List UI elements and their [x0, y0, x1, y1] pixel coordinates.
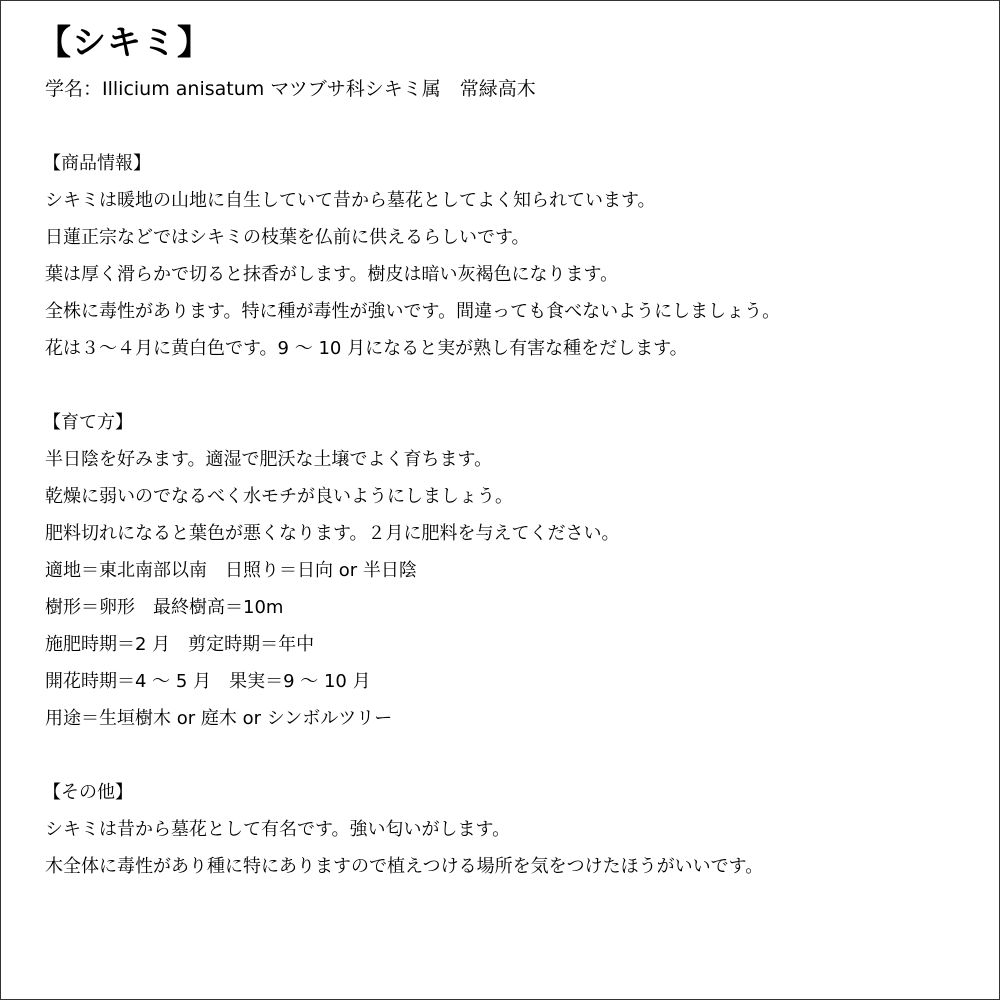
text-line: 日蓮正宗などではシキミの枝葉を仏前に供えるらしいです。 [45, 227, 530, 248]
section-how-to-grow [45, 404, 999, 737]
text-line: 木全体に毒性があり種に特にありますので植えつける場所を気をつけたほうがいいです。 [45, 856, 764, 877]
scientific-name-line: 学名：Illicium anisatum マツブサ科シキミ属 常緑高木 [45, 78, 536, 100]
text-line: 花は３～４月に黄白色です。9 ～ 10 月になると実が熟し有害な種をだします。 [45, 338, 688, 359]
text-line: 肥料切れになると葉色が悪くなります。２月に肥料を与えてください。 [45, 523, 620, 544]
text-line: シキミは昔から墓花として有名です。強い匂いがします。 [45, 819, 511, 840]
section-other [45, 774, 999, 885]
text-line: 施肥時期＝2 月 剪定時期＝年中 [45, 634, 315, 655]
text-line: シキミは暖地の山地に自生していて昔から墓花としてよく知られています。 [45, 190, 656, 211]
text-line: 樹形＝卵形 最終樹高＝10m [45, 597, 284, 618]
section-heading: 【その他】 [43, 782, 133, 803]
text-line: 乾燥に弱いのでなるべく水モチが良いようにしましょう。 [45, 486, 513, 507]
text-line: 用途＝生垣樹木 or 庭木 or シンボルツリー [45, 708, 393, 729]
text-line: 適地＝東北南部以南 日照り＝日向 or 半日陰 [45, 560, 417, 581]
text-line: 全株に毒性があります。特に種が毒性が強いです。間違っても食べないようにしましょう。 [45, 301, 781, 322]
section-product-info [45, 145, 999, 367]
section-heading: 【商品情報】 [43, 153, 151, 174]
section-heading: 【育て方】 [43, 412, 133, 433]
text-line: 葉は厚く滑らかで切ると抹香がします。樹皮は暗い灰褐色になります。 [45, 264, 619, 285]
text-line: 開花時期＝4 ～ 5 月 果実＝9 ～ 10 月 [45, 671, 371, 692]
page-title: 【シキミ】 [37, 23, 212, 63]
text-line: 半日陰を好みます。適湿で肥沃な土壌でよく育ちます。 [45, 449, 493, 470]
